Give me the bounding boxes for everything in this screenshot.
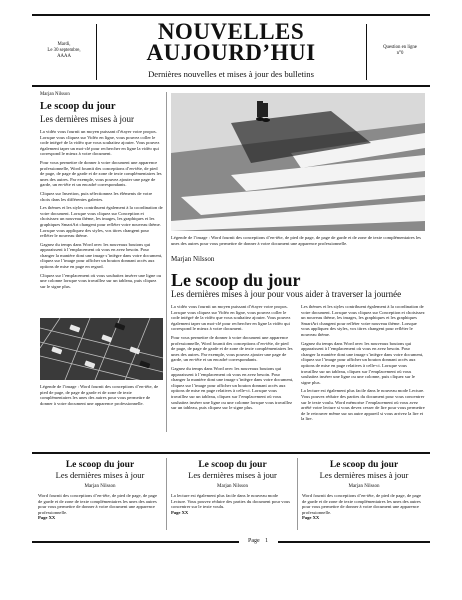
photo-caption: Légende de l’image : Word fournit des conceptions d’en-tête, de pied de page, de page de garde et de zone de texte complémentaires les unes des autres pour vous permettre de donner à votre document une apparence professionnelle. — [171, 235, 421, 246]
footer-rule-left — [32, 541, 239, 543]
page-number-value: 1 — [265, 538, 269, 544]
masthead-bottom-rule — [32, 85, 430, 87]
box-byline: Marjan Nilsson — [84, 484, 116, 489]
main-story-column-1 — [171, 304, 294, 411]
story-title: Le scoop du jour — [171, 270, 301, 290]
story-subtitle: Les dernières mises à jour pour vous aider à traverser la journée — [171, 289, 402, 299]
bottom-story-box[interactable] — [171, 460, 294, 515]
masthead-title-line: AUJOURD’HUI — [146, 40, 316, 65]
story-paragraph: La vidéo vous fournit un moyen puissant d’étayer votre propos. Lorsque vous cliquez sur Vidéo en ligne, vous pouvez coller le code intégré de la vidéo que vous souhaitez ajouter. Vous pouvez également taper un mot-clé pour rechercher en ligne la vidéo qui correspond le mieux à votre document. — [40, 129, 160, 157]
masthead-left-divider — [96, 24, 97, 80]
page-number — [248, 538, 268, 544]
story-paragraph: Gagnez du temps dans Word avec les nouveaux boutons qui apparaissent à l’emplacement où vous en avez besoin. Pour changer la manière dont une image s’intègre dans votre document, cliquez sur l’image pour afficher un bouton donnant accès aux options de mise en page relatives à celle-ci. Lorsque vous travaillez sur un tableau, cliquez sur l’emplacement où vous souhaitez insérer une ligne ou une colonne, puis cliquez sur le signe plus. — [301, 340, 424, 385]
box-page-ref: Page XX — [302, 515, 320, 521]
issue-date-line: Mardi, — [57, 42, 71, 47]
box-body: Word fournit des conceptions d’en-tête, de pied de page, de page de garde et de zone de texte complémentaires les unes des autres pour vous permettre de donner à votre document une apparence professionnelle. — [38, 493, 158, 515]
top-rule — [32, 14, 430, 16]
box-subtitle: Les dernières mises à jour — [55, 470, 145, 480]
footer-rule-right — [278, 541, 430, 543]
byline: Marjan Nilsson — [40, 92, 70, 97]
issue-date — [34, 42, 94, 60]
story-paragraph: Les thèmes et les styles contribuent également à la coordination de votre document. Lorsque vous cliquez sur Conception et choisissez un nouveau thème, les images, les graphiques et les graphiques SmartArt changent pour refléter votre nouveau thème. Lorsque vous appliquez des styles, vos titres changent pour refléter le nouveau thème. — [301, 304, 425, 337]
issue-number-line: n°0 — [396, 51, 404, 56]
column-divider — [166, 92, 167, 432]
story-paragraph: Pour vous permettre de donner à votre document une apparence professionnelle, Word fournit des conceptions d’en-tête, de pied de page, de page de garde et de zone de texte complémentaires les unes des autres. Par exemple, vous pouvez ajouter une page de garde, un en-tête et un encadré correspondants. — [40, 159, 162, 188]
masthead-tagline: Dernières nouvelles et mises à jour des bulletins — [148, 69, 314, 79]
story-paragraph: La vidéo vous fournit un moyen puissant d’étayer votre propos. Lorsque vous cliquez sur Vidéo en ligne, vous pouvez coller le code intégré de la vidéo que vous souhaitez ajouter. Vous pouvez également taper un mot-clé pour rechercher en ligne la vidéo qui correspond le mieux à votre document. — [171, 304, 291, 332]
box-title: Le scoop du jour — [198, 460, 267, 470]
masthead-right-divider — [366, 24, 367, 80]
page-label: Page — [248, 538, 260, 544]
box-subtitle: Les dernières mises à jour — [319, 470, 409, 480]
issue-date-line: AAAA — [57, 54, 71, 59]
byline: Marjan Nilsson — [171, 255, 215, 263]
story-paragraph: Gagnez du temps dans Word avec les nouveaux boutons qui apparaissent à l’emplacement où vous en avez besoin. Pour changer la manière dont une image s’intègre dans votre document, cliquez sur l’image pour afficher un bouton donnant accès aux options de mise en page en regard. — [40, 241, 163, 270]
box-byline: Marjan Nilsson — [348, 484, 380, 489]
photo-caption: Légende de l’image : Word fournit des conceptions d’en-tête, de pied de page, de page de garde et de zone de texte complémentaires les unes des autres pour vous permettre de donner à votre document une apparence professionnelle. — [40, 384, 159, 406]
box-byline: Marjan Nilsson — [217, 484, 248, 489]
story-paragraph: Cliquez sur l’emplacement où vous souhaitez insérer une ligne ou une colonne lorsque vous travaillez sur un tableau, puis cliquez sur le signe plus. — [40, 272, 162, 289]
story-subtitle: Les dernières mises à jour — [40, 114, 134, 124]
box-title: Le scoop du jour — [65, 460, 135, 470]
box-page-ref: Page XX — [38, 515, 56, 521]
parking-lot-image — [40, 318, 163, 380]
story-paragraph: Cliquez sur Insertion, puis sélectionnez les éléments de votre choix dans les différentes galeries. — [40, 190, 153, 202]
left-column-story — [40, 92, 163, 289]
issue-number — [370, 45, 430, 57]
bottom-band-divider — [297, 458, 298, 530]
story-paragraph: Les thèmes et les styles contribuent également à la coordination de votre document. Lorsque vous cliquez sur Conception et choisissez un nouveau thème, les images, les graphiques et les graphiques SmartArt changent pour refléter votre nouveau thème. Lorsque vous appliquez des styles, vos titres changent pour refléter le nouveau thème. — [40, 205, 163, 239]
crosswalk-image — [171, 93, 425, 231]
bottom-band-divider — [166, 458, 167, 530]
masthead-title — [100, 21, 362, 63]
main-story-column-2 — [301, 304, 425, 422]
box-body: La lecture est également plus facile dans le nouveau mode Lecture. Vous pouvez réduire des parties du document pour vous concentrer sur le texte voulu. — [171, 493, 290, 510]
box-body: Word fournit des conceptions d’en-tête, de pied de page, de page de garde et de zone de texte complémentaires les unes des autres pour vous permettre de donner à votre document une apparence professionnelle. — [302, 493, 422, 515]
box-page-ref: Page XX — [171, 509, 189, 515]
crosswalk-photo — [171, 93, 425, 231]
bottom-story-box[interactable] — [302, 460, 426, 521]
story-paragraph: La lecture est également plus facile dans le nouveau mode Lecture. Vous pouvez réduire des parties du document pour vous concentrer sur le texte voulu. Word mémorise l’emplacement où vous avez arrêté votre lecture si vous devez cesser de lire pour vous permettre de le retrouver même sur un autre appareil si vous arrivez la lire et la lire. — [301, 388, 425, 422]
box-title: Le scoop du jour — [329, 460, 399, 470]
parking-lot-photo — [40, 318, 163, 380]
box-subtitle: Les dernières mises à jour — [188, 470, 277, 480]
issue-number-line: Question en ligne — [383, 45, 417, 50]
story-paragraph: Pour vous permettre de donner à votre document une apparence professionnelle, Word fournit des conceptions d’en-tête, de pied de page, de page de garde et de zone de texte complémentaires les unes des autres. Par exemple, vous pouvez ajouter une page de garde, un en-tête et un encadré correspondants. — [171, 334, 293, 363]
story-paragraph: Gagnez du temps dans Word avec les nouveaux boutons qui apparaissent à l’emplacement où vous en avez besoin. Pour changer la manière dont une image s’intègre dans votre document, cliquez sur l’image pour afficher un bouton donnant accès aux options de mise en page relatives à celle-ci. Lorsque vous travaillez sur un tableau, cliquez sur l’emplacement où vous souhaitez insérer une ligne ou une colonne lorsque vous travaillez sur un tableau, puis cliquez sur le signe plus. — [171, 365, 294, 411]
masthead-title-line: NOUVELLES — [157, 19, 305, 44]
story-title: Le scoop du jour — [40, 101, 116, 112]
bottom-story-box[interactable] — [38, 460, 162, 521]
issue-date-line: Le 30 septembre, — [47, 48, 81, 53]
bottom-band-top-rule — [32, 452, 430, 454]
